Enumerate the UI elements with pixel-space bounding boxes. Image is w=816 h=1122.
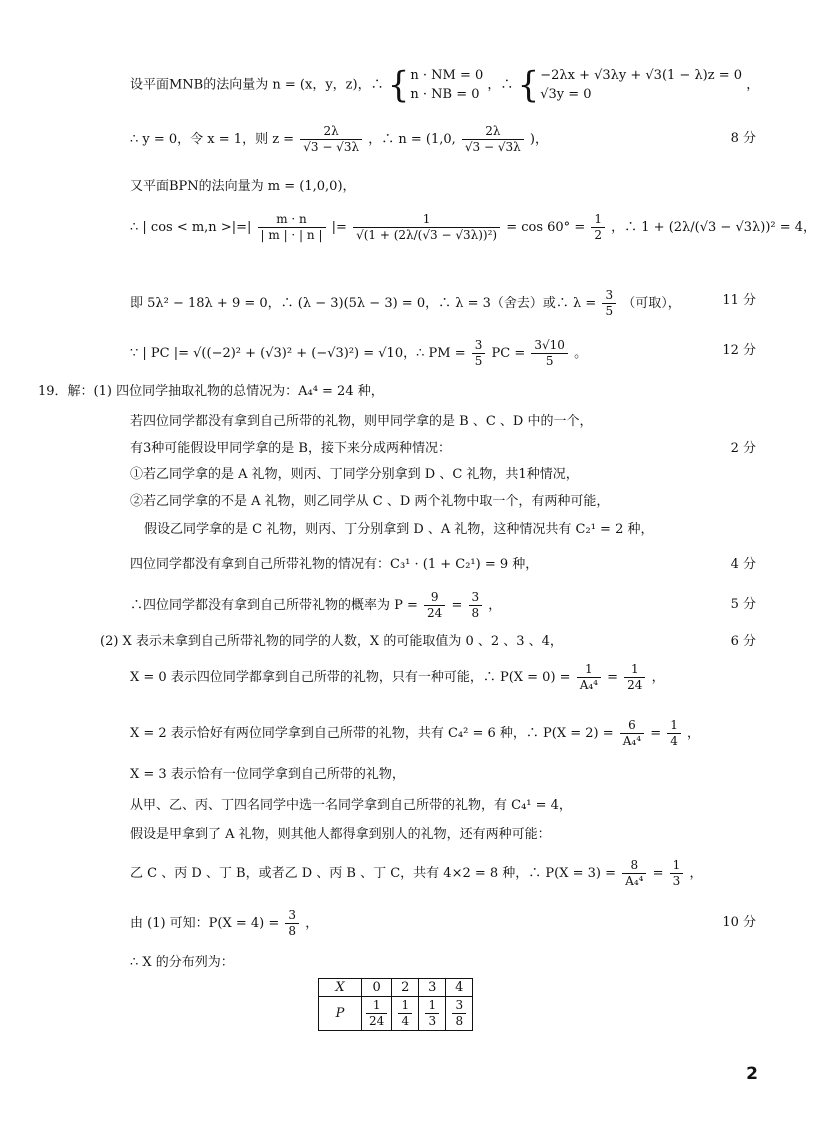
q19-line-3: 有3种可能假设甲同学拿的是 B，接下来分成两种情况： xyxy=(130,441,451,456)
equation-system-2: −2λx + √3λy + √3(1 − λ)z = 0 √3y = 0 xyxy=(540,68,743,102)
fraction: $\frac{3}{5}$ xyxy=(472,338,486,369)
line-normal-vector-setup: 设平面MNB的法向量为 n = (x，y，z)，∴ { n · NM = 0 n · NB = 0 ，∴ { −2λx + √3λy + √3(1 − λ)z = 0 √3y = 0 ， xyxy=(130,64,760,106)
fraction: $\frac{3}{5}$ xyxy=(602,288,616,319)
distribution-table xyxy=(318,978,473,1031)
q19-line-2: 若四位同学都没有拿到自己所带的礼物，则甲同学拿的是 B 、C 、D 中的一个， xyxy=(130,414,593,429)
fraction: $\frac{m \cdot n}{| m | \cdot | n |}$ xyxy=(258,212,326,243)
page-number: 2 xyxy=(746,1064,758,1084)
score-11: 11 分 xyxy=(722,293,756,308)
fraction: $\frac{3}{8}$ xyxy=(469,590,483,621)
score-4: 4 分 xyxy=(730,557,756,572)
fraction: $\frac{6}{\text{A₄⁴}}$ xyxy=(620,718,644,749)
brace: { xyxy=(387,64,410,106)
table-header-x: X xyxy=(319,979,362,997)
q19-line-6: 假设乙同学拿的是 C 礼物，则丙、丁分别拿到 D 、A 礼物，这种情况共有 C₂¹ = 2 种， xyxy=(144,522,654,537)
table-cell-p: $\frac{1}{24}$ xyxy=(362,997,392,1031)
brace: { xyxy=(517,64,540,106)
q19-line-13: 从甲、乙、丙、丁四名同学中选一名同学拿到自己所带的礼物，有 C₄¹ = 4， xyxy=(130,798,572,813)
q19-line-17: ∴ X 的分布列为： xyxy=(130,955,234,970)
score-2: 2 分 xyxy=(730,441,756,456)
table-cell-p: $\frac{1}{3}$ xyxy=(419,997,446,1031)
table-cell-p: $\frac{3}{8}$ xyxy=(446,997,473,1031)
table-header-p: P xyxy=(319,997,362,1031)
q19-line-12: X = 3 表示恰有一位同学拿到自己所带的礼物， xyxy=(130,767,405,782)
q19-line-11: X = 2 表示恰好有两位同学拿到自己所带的礼物，共有 C₄² = 6 种，∴ P(X = 2) = $\frac{6}{\text{A₄⁴}}$ = $\frac{1}{4}$ ， xyxy=(130,718,701,748)
q19-line-9: (2) X 表示未拿到自己所带礼物的同学的人数，X 的可能取值为 0 、2 、3 、4， xyxy=(100,634,563,649)
line-plane-bpn: 又平面BPN的法向量为 m = (1,0,0)， xyxy=(130,179,356,194)
table-row-x xyxy=(319,979,473,997)
fraction: $\frac{2\lambda}{√3 - √3\lambda}$ xyxy=(462,124,524,155)
q19-line-4: ①若乙同学拿的是 A 礼物，则丙、丁同学分别拿到 D 、C 礼物，共1种情况， xyxy=(130,467,579,482)
q19-line-14: 假设是甲拿到了 A 礼物，则其他人都得拿到别人的礼物，还有两种可能： xyxy=(130,827,551,842)
fraction: $\frac{1}{4}$ xyxy=(667,718,681,749)
table-row-p xyxy=(319,997,473,1031)
table-cell-x: 2 xyxy=(392,979,419,997)
table-cell-x: 4 xyxy=(446,979,473,997)
line-solve-z: ∴ y = 0，令 x = 1，则 z = $\frac{2\lambda}{√3 - √3\lambda}$ ，∴ n = (1,0, $\frac{2\lambda}{√3 - √3\lambda}$ )， xyxy=(130,124,548,154)
q19-line-10: X = 0 表示四位同学都拿到自己所带的礼物，只有一种可能，∴ P(X = 0) = $\frac{1}{\text{A₄⁴}}$ = $\frac{1}{24}$ ， xyxy=(130,662,665,692)
fraction: $\frac{3}{8}$ xyxy=(285,908,299,939)
q19-line-15: 乙 C 、丙 D 、丁 B，或者乙 D 、丙 B 、丁 C，共有 4×2 = 8 种，∴ P(X = 3) = $\frac{8}{\text{A₄⁴}}$ = $\frac{1}{3}$ ， xyxy=(130,858,703,888)
fraction: $\frac{8}{\text{A₄⁴}}$ xyxy=(622,858,646,889)
fraction: $\frac{1}{3}$ xyxy=(670,858,684,889)
score-12: 12 分 xyxy=(722,343,756,358)
score-8: 8 分 xyxy=(730,131,756,146)
line-pc-length: ∵ | PC |= √((−2)² + (√3)² + (−√3)²) = √10，∴ PM = $\frac{3}{5}$ PC = $\frac{3√10}{5}$ 。 xyxy=(130,338,588,368)
line-cos-equation: ∴ | cos < m,n >|=| $\frac{m \cdot n}{| m | \cdot | n |}$ |= $\frac{1}{\text{√(1 + (2λ/(√3 − √3λ))²)}}$ = cos 60° = $\frac{1}{2}$ ，∴ 1 + (2λ/(√3 − √3λ))² = 4， xyxy=(130,212,816,242)
q19-line-7: 四位同学都没有拿到自己所带礼物的情况有：C₃¹ · (1 + C₂¹) = 9 种， xyxy=(130,557,539,572)
line-quadratic: 即 5λ² − 18λ + 9 = 0，∴ (λ − 3)(5λ − 3) = 0，∴ λ = 3（舍去）或∴ λ = $\frac{3}{5}$ （可取）， xyxy=(130,288,681,318)
equation-system-1: n · NM = 0 n · NB = 0 xyxy=(410,68,484,102)
table-cell-p: $\frac{1}{4}$ xyxy=(392,997,419,1031)
score-5: 5 分 xyxy=(730,597,756,612)
q19-line-8: ∴四位同学都没有拿到自己所带礼物的概率为 P = $\frac{9}{24}$ = $\frac{3}{8}$ ， xyxy=(130,590,502,620)
fraction: $\frac{9}{24}$ xyxy=(424,590,445,621)
score-6: 6 分 xyxy=(730,634,756,649)
q19-line-1: 19．解：(1) 四位同学抽取礼物的总情况为：A₄⁴ = 24 种， xyxy=(38,384,384,399)
fraction: $\frac{1}{24}$ xyxy=(624,662,645,693)
table-cell-x: 3 xyxy=(419,979,446,997)
q19-line-16: 由 (1) 可知：P(X = 4) = $\frac{3}{8}$ ， xyxy=(130,908,319,938)
fraction: $\frac{1}{2}$ xyxy=(591,212,605,243)
score-10: 10 分 xyxy=(722,915,756,930)
table-cell-x: 0 xyxy=(362,979,392,997)
fraction: $\frac{3√10}{5}$ xyxy=(531,338,568,369)
fraction-large: $\frac{1}{\text{√(1 + (2λ/(√3 − √3λ))²)}}$ xyxy=(353,212,500,243)
q19-line-5: ②若乙同学拿的不是 A 礼物，则乙同学从 C 、D 两个礼物中取一个，有两种可能， xyxy=(130,494,610,509)
fraction: $\frac{2\lambda}{√3 - √3\lambda}$ xyxy=(300,124,362,155)
fraction: $\frac{1}{\text{A₄⁴}}$ xyxy=(577,662,601,693)
